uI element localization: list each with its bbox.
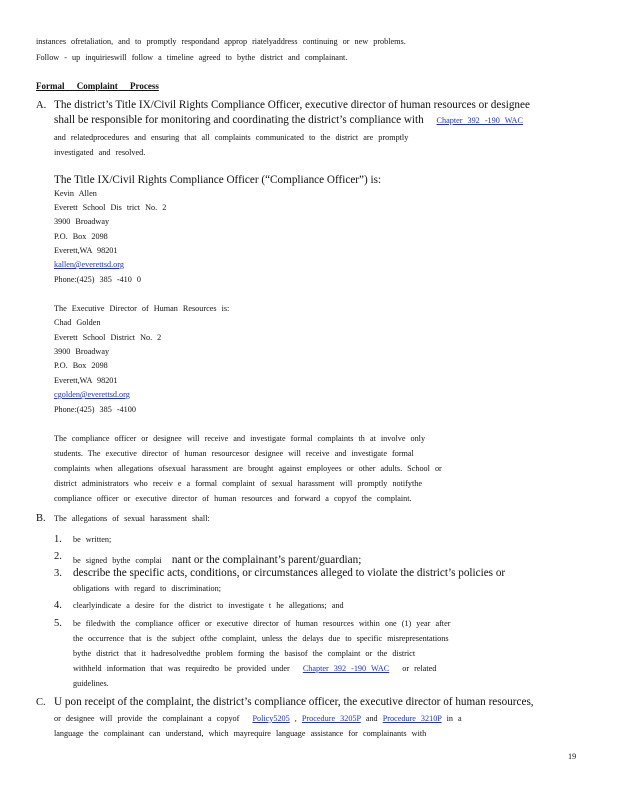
item-4-text: clearlyindicate a desire for the district to investigate t he allegations; and [73,601,344,610]
paragraph-line-4: district administrators who receiv e a formal complaint of sexual harassment will promptly notifythe [54,479,423,488]
officer-po-box: P.O. Box 2098 [54,232,108,241]
officer-phone: Phone:(425) 385 -410 0 [54,275,142,284]
item-2-line [73,550,361,568]
item-1-number: 1. [54,534,62,545]
top-line-1: instances ofretaliation, and to promptly respondand approp riatelyaddress continuing or new problems. [36,37,406,46]
page-number: 19 [568,752,577,761]
officer-street: 3900 Broadway [54,217,110,226]
officer-org: Everett School Dis trict No. 2 [54,203,167,212]
director-name: Chad Golden [54,318,101,327]
item-5-line-4-text: withheld information that was requiredto be provided under [73,664,290,673]
officer-email-link[interactable]: kallen@everettsd.org [54,260,124,269]
director-street: 3900 Broadway [54,347,110,356]
top-line-2: Follow - up inquirieswill follow a timeline agreed to bythe district and complainant. [36,53,348,62]
item-2-large: nant or the complainant’s parent/guardian; [171,554,362,566]
paragraph-line-5: compliance officer or executive director of human resources and forward a copyof the complaint. [54,494,412,503]
paragraph-line-2: students. The executive director of human resourcesor designee will receive and investigate formal [54,449,414,458]
item-5-line-5: guidelines. [73,679,109,688]
chapter-392-190-link[interactable]: Chapter 392 -190 WAC [436,116,523,125]
section-c-line-3: language the complainant can understand, which mayrequire language assistance for complainants with [54,729,427,738]
separator-comma: , [289,714,297,723]
and-word: and [360,714,383,723]
section-c-line-1: U pon receipt of the complaint, the district’s compliance officer, the executive director of human resources, [54,696,534,708]
director-city: Everett,WA 98201 [54,376,118,385]
section-a-line-2 [54,114,523,126]
section-b-intro: The allegations of sexual harassment shall: [54,514,210,523]
item-5-line-2: the occurrence that is the subject ofthe complaint, unless the delays due to specific misrepresentations [73,634,449,643]
director-intro: The Executive Director of Human Resources is: [54,304,230,313]
item-5-line-1: be filedwith the compliance officer or executive director of human resources within one (1) year after [73,619,451,628]
item-5-line-4-end: or related [402,664,437,673]
item-1-text: be written; [73,535,112,544]
officer-name: Kevin Allen [54,189,97,198]
item-4-number: 4. [54,600,62,611]
officer-city: Everett,WA 98201 [54,246,118,255]
section-c-line-2-end: in a [441,714,462,723]
director-email-link[interactable]: cgolden@everettsd.org [54,390,130,399]
section-a-line-1: The district’s Title IX/Civil Rights Compliance Officer, executive director of human resources or designee [54,99,530,111]
item-2-small: be signed bythe complai [73,556,162,565]
section-a-line-3: and relatedprocedures and ensuring that all complaints communicated to the district are promptly [54,133,409,142]
section-b-marker: B. [36,513,46,524]
procedure-3205p-link[interactable]: Procedure 3205P [301,714,361,723]
procedure-3210p-link[interactable]: Procedure 3210P [382,714,442,723]
section-heading: Formal Complaint Process [36,81,159,91]
section-c-line-2-text: or designee will provide the complainant a copyof [54,714,240,723]
policy-5205-link[interactable]: Policy5205 [252,714,290,723]
director-po-box: P.O. Box 2098 [54,361,108,370]
section-c-marker: C. [36,697,46,708]
director-org: Everett School District No. 2 [54,333,162,342]
paragraph-line-1: The compliance officer or designee will receive and investigate formal complaints th at involve only [54,434,426,443]
item-3-line-2: obligations with regard to discrimination; [73,584,221,593]
paragraph-line-3: complaints when allegations ofsexual harassment are brought against employees or other adults. School or [54,464,442,473]
item-5-number: 5. [54,618,62,629]
chapter-392-190-link-2[interactable]: Chapter 392 -190 WAC [302,664,390,673]
item-3-line-1: describe the specific acts, conditions, or circumstances alleged to violate the district’s policies or [73,567,506,579]
section-a-line-2-text: shall be responsible for monitoring and coordinating the district’s compliance with [54,114,424,126]
section-c-line-2 [54,714,462,723]
section-a-line-4: investigated and resolved. [54,148,146,157]
item-2-number: 2. [54,551,62,562]
item-5-line-4 [73,664,436,673]
director-phone: Phone:(425) 385 -4100 [54,405,136,414]
item-5-line-3: bythe district that it hadresolvedthe problem forming the basisof the complaint or the district [73,649,416,658]
item-3-number: 3. [54,568,62,579]
section-a-marker: A. [36,100,47,111]
officer-intro: The Title IX/Civil Rights Compliance Officer (“Compliance Officer”) is: [54,174,382,186]
